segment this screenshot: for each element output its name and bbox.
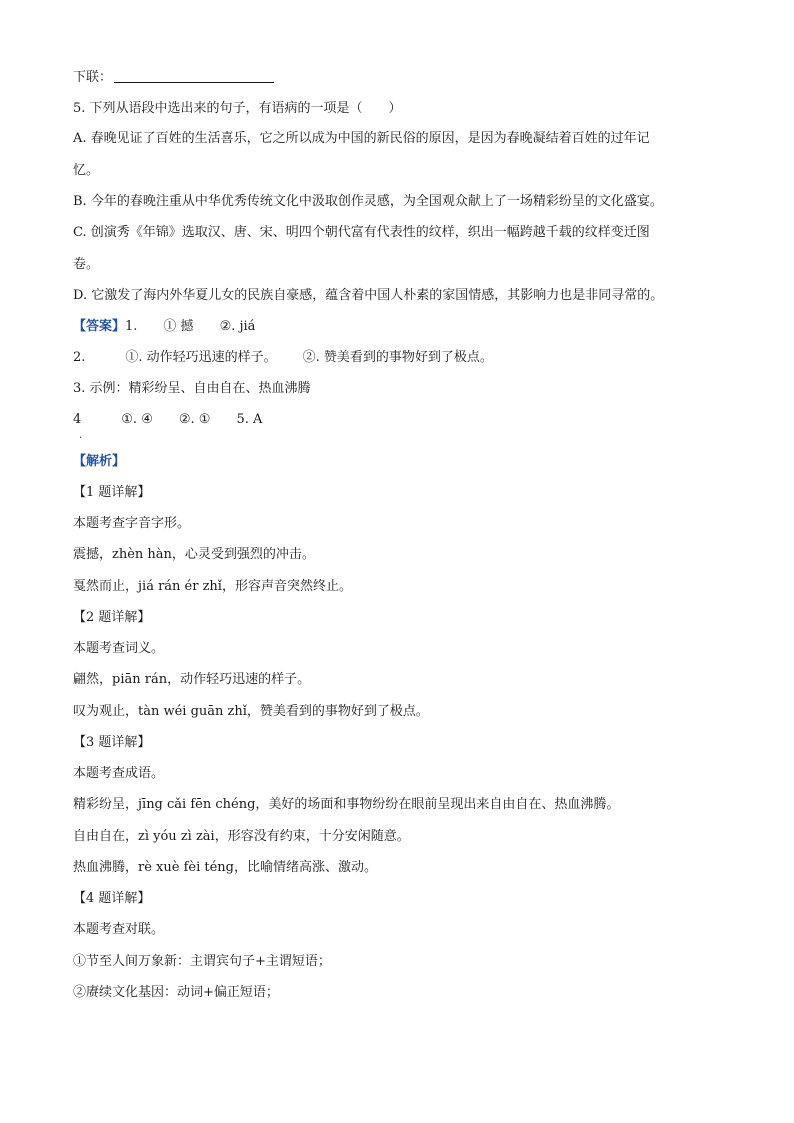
answer-2-part1: ①. 动作轻巧迅速的样子。 — [125, 350, 277, 365]
q5-option-c-line1: C. 创演秀《年锦》选取汉、唐、宋、明四个朝代富有代表性的纹样，织出一幅跨越千载的纹样变迁图 — [73, 225, 650, 240]
section-1-title: 【1 题详解】 — [73, 485, 151, 500]
section-1-line2: 震撼，zhèn hàn，心灵受到强烈的冲击。 — [73, 547, 315, 562]
section-3-line2: 精彩纷呈，jīng cǎi fēn chéng，美好的场面和事物纷纷在眼前呈现出来自由自在、热血沸腾。 — [73, 797, 620, 812]
answer-4-dot: . — [79, 430, 83, 441]
q5-option-b: B. 今年的春晚注重从中华优秀传统文化中汲取创作灵感，为全国观众献上了一场精彩纷呈的文化盛宴。 — [73, 194, 663, 209]
answer-1-part2: ②. jiá — [219, 319, 256, 334]
section-3-line4: 热血沸腾，rè xuè fèi téng，比喻情绪高涨、激动。 — [73, 860, 377, 875]
answer-line-4 — [73, 411, 262, 429]
section-3-title: 【3 题详解】 — [73, 735, 151, 750]
xialian-blank[interactable] — [114, 68, 274, 83]
section-2-line2: 翩然，piān rán，动作轻巧迅速的样子。 — [73, 672, 311, 687]
answer-4-num: 4 — [73, 412, 82, 427]
answer-4-part2: ②. ① — [178, 412, 211, 427]
section-2-line1: 本题考查词义。 — [73, 641, 165, 656]
section-3-line1: 本题考查成语。 — [73, 766, 165, 781]
section-4-line2: ①节至人间万象新：主谓宾句子+主谓短语； — [73, 954, 331, 969]
q5-option-c-line2: 卷。 — [73, 257, 100, 272]
answer-1-num: 1. — [125, 319, 138, 334]
answer-2-part2: ②. 赞美看到的事物好到了极点。 — [302, 350, 493, 365]
answer-line-1 — [73, 318, 255, 336]
section-2-line3: 叹为观止，tàn wéi guān zhǐ，赞美看到的事物好到了极点。 — [73, 704, 429, 719]
xialian-label: 下联： — [73, 70, 113, 85]
section-2-title: 【2 题详解】 — [73, 610, 151, 625]
section-4-line1: 本题考查对联。 — [73, 922, 165, 937]
answer-line-2 — [73, 349, 493, 367]
q5-option-d: D. 它激发了海内外华夏儿女的民族自豪感，蕴含着中国人朴素的家国情感，其影响力也是非同寻常的。 — [73, 288, 664, 303]
section-3-line3: 自由自在，zì yóu zì zài，形容没有约束，十分安闲随意。 — [73, 829, 410, 844]
section-1-line3: 戛然而止，jiá rán ér zhǐ，形容声音突然终止。 — [73, 579, 352, 594]
section-1-line1: 本题考查字音字形。 — [73, 516, 191, 531]
answer-line-3: 3. 示例：精彩纷呈、自由自在、热血沸腾 — [73, 381, 311, 396]
answer-2-num: 2. — [73, 350, 86, 365]
answer-1-part1: ① 撼 — [163, 319, 194, 334]
section-4-title: 【4 题详解】 — [73, 891, 151, 906]
answer-4-part1: ①. ④ — [121, 412, 153, 427]
answer-5: 5. A — [236, 412, 263, 427]
xialian-line — [73, 68, 274, 87]
section-4-line3: ②赓续文化基因：动词+偏正短语； — [73, 985, 279, 1000]
q5-stem: 5. 下列从语段中选出来的句子，有语病的一项是（ ） — [73, 101, 402, 116]
answer-tag: 【答案】 — [73, 319, 126, 334]
analysis-tag: 【解析】 — [73, 454, 126, 469]
q5-option-a-line1: A. 春晚见证了百姓的生活喜乐，它之所以成为中国的新民俗的原因，是因为春晚凝结着百姓的过年记 — [73, 131, 650, 146]
q5-option-a-line2: 忆。 — [73, 163, 100, 178]
